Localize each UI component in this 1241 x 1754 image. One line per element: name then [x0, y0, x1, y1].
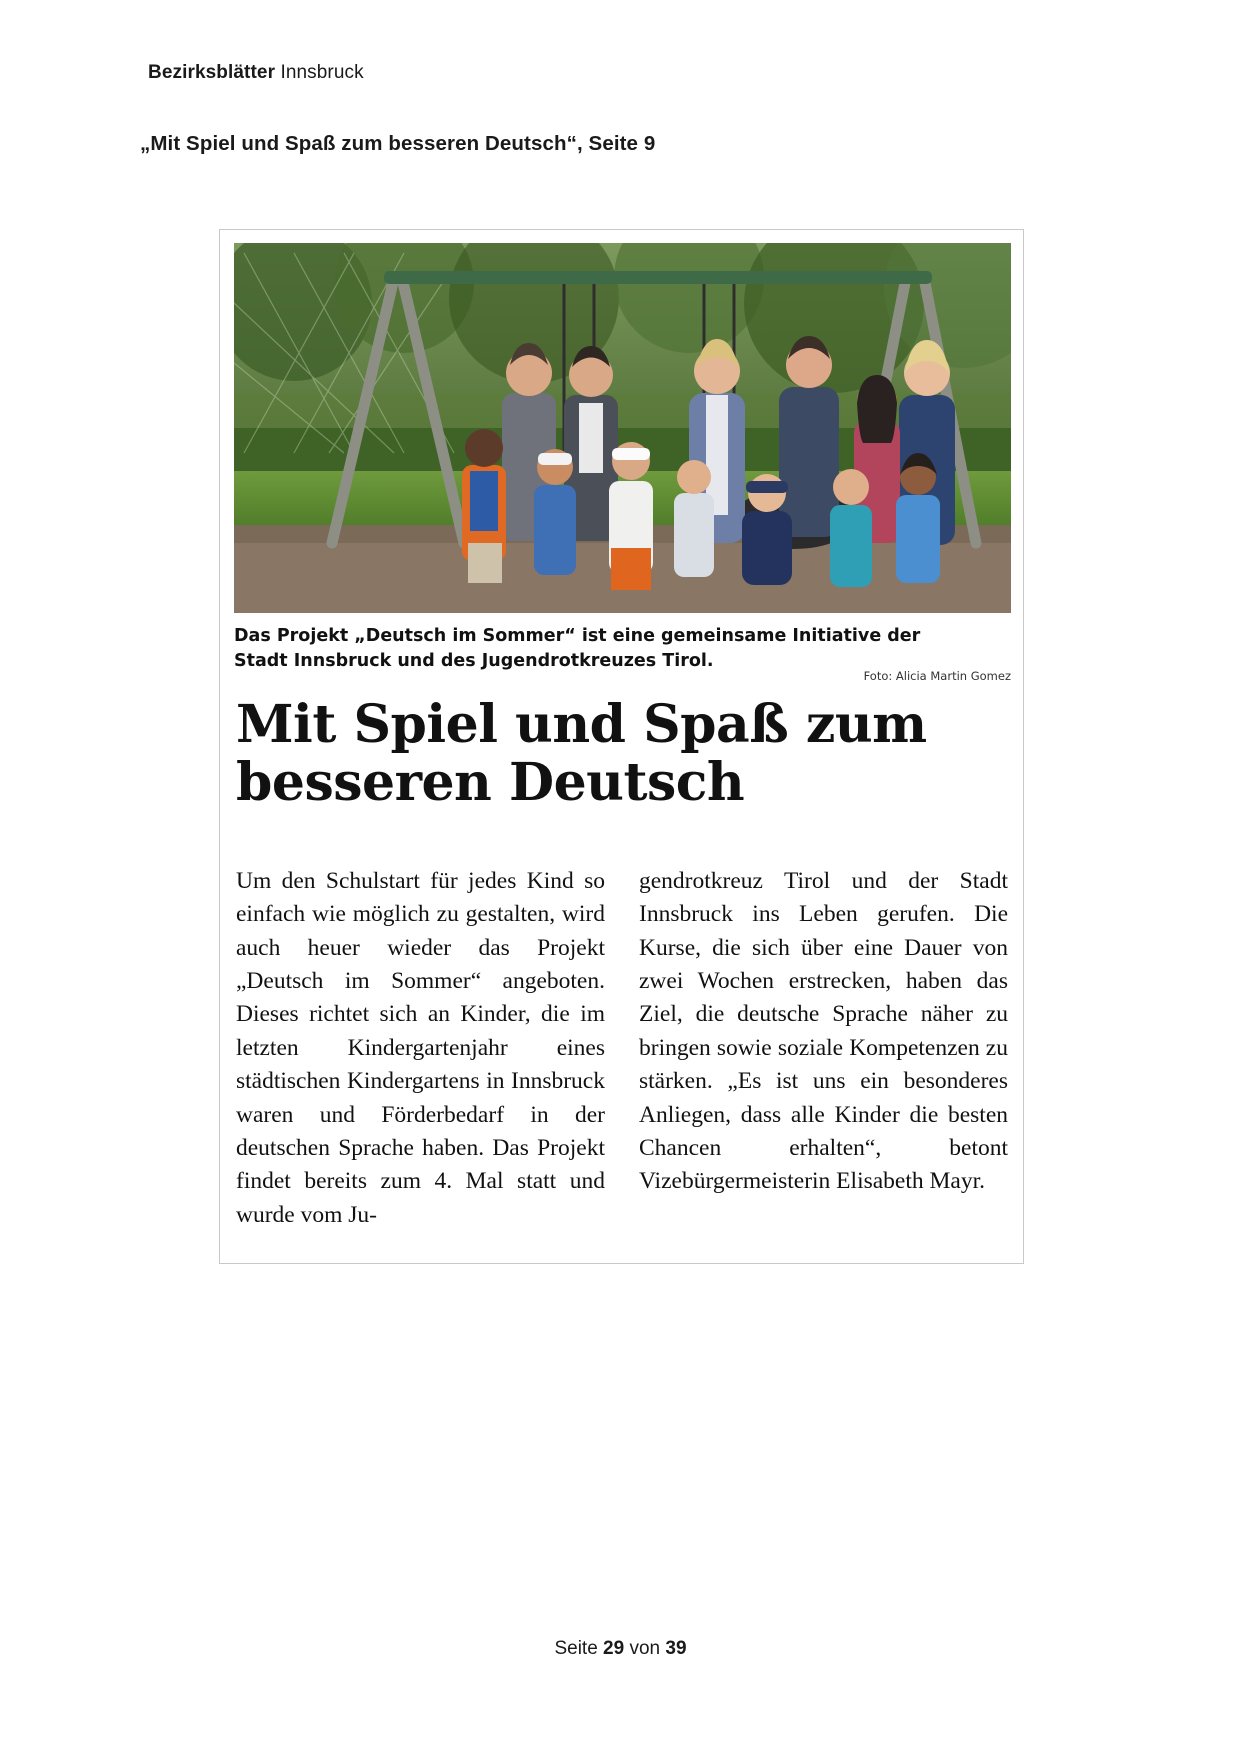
photo-caption-block: [234, 624, 1014, 683]
article-column-right: [639, 865, 1008, 1232]
photo-credit: Foto: Alicia Martin Gomez: [863, 669, 1011, 683]
article-headline: Mit Spiel und Spaß zum besseren Deutsch: [236, 694, 927, 814]
playground-photo-illustration: [234, 243, 1011, 613]
newspaper-clipping: [219, 229, 1024, 1264]
footer-total-pages: 39: [665, 1638, 687, 1659]
article-body: [236, 865, 1008, 1232]
publication-name: Bezirksblätter: [148, 62, 276, 83]
article-column-left: [236, 865, 605, 1232]
article-photo: [234, 243, 1011, 613]
article-paragraph: gendrotkreuz Tirol und der Stadt Innsbruck ins Leben gerufen. Die Kurse, die sich über eine Dauer von zwei Wochen erstrecken, haben das Ziel, die deutsche Sprache näher zu bringen sowie soziale Kompetenzen zu stärken. „Es ist uns ein besonderes Anliegen, dass alle Kinder die besten Chancen erhalten“, betont Vizebürgermeisterin Elisabeth Mayr.: [639, 868, 1008, 1195]
document-header: [148, 62, 364, 84]
footer-prefix: Seite: [554, 1638, 598, 1659]
article-paragraph: Um den Schulstart für jedes Kind so einfach wie möglich zu gestalten, wird auch heuer wieder das Projekt „Deutsch im Sommer“ angeboten. Dieses richtet sich an Kinder, die im letzten Kindergartenjahr eines städtischen Kindergartens in Innsbruck waren und Förderbedarf in der deutschen Sprache haben. Das Projekt findet bereits zum 4. Mal statt und wurde vom Ju-: [236, 868, 605, 1228]
footer-current-page: 29: [603, 1638, 625, 1659]
page-footer: [0, 1638, 1241, 1660]
footer-middle: von: [629, 1638, 661, 1659]
publication-edition: Innsbruck: [280, 62, 364, 83]
photo-caption: Das Projekt „Deutsch im Sommer“ ist eine gemeinsame Initiative der Stadt Innsbruck und des Jugendrotkreuzes Tirol.: [234, 626, 921, 671]
article-reference-title: „Mit Spiel und Spaß zum besseren Deutsch“, Seite 9: [140, 132, 656, 155]
